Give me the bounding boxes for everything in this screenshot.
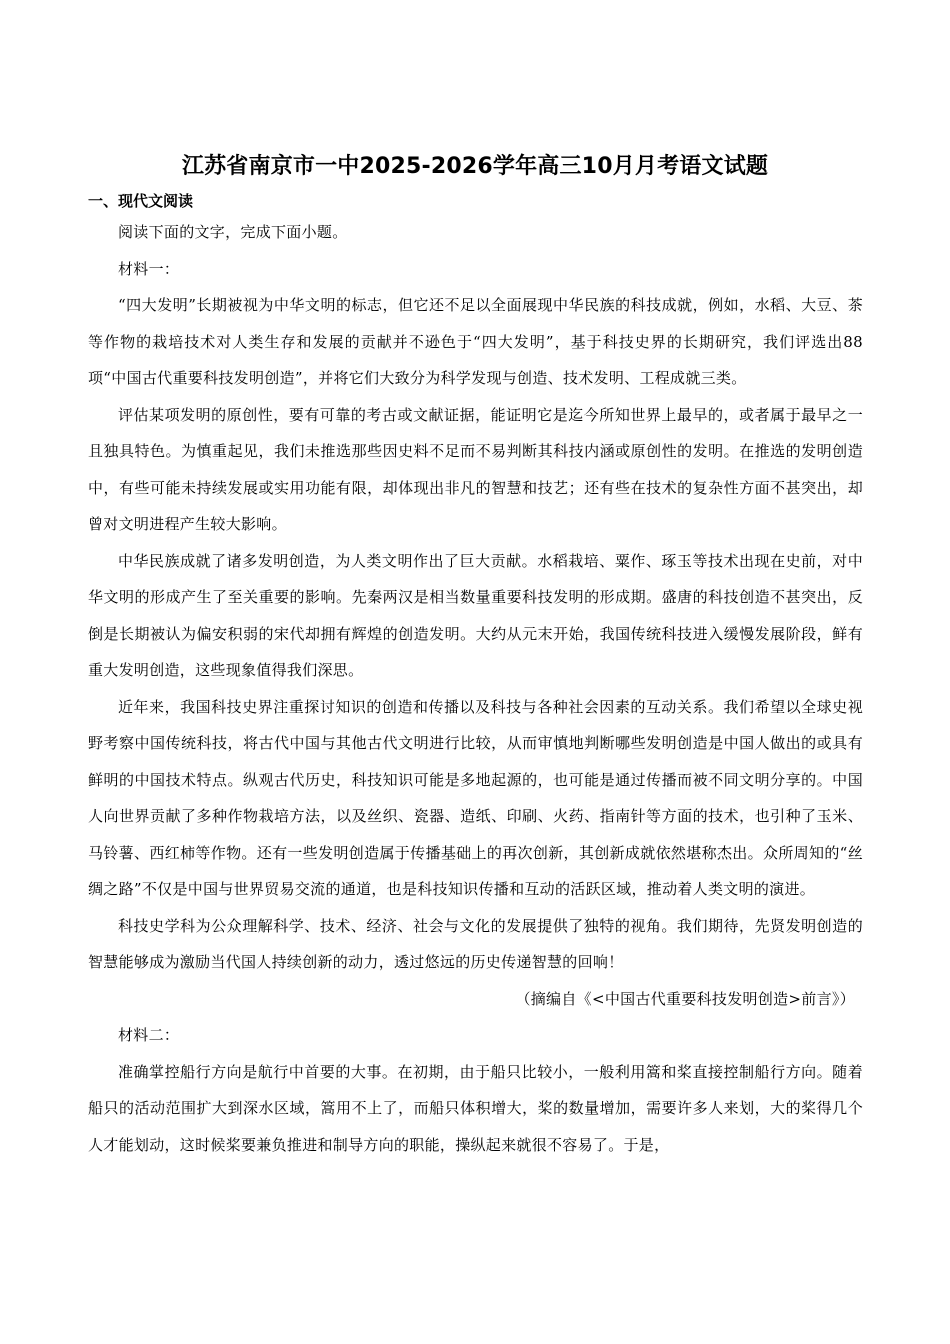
material-1-paragraph: 科技史学科为公众理解科学、技术、经济、社会与文化的发展提供了独特的视角。我们期待，先贤发明创造的智慧能够成为激励当代国人持续创新的动力，透过悠远的历史传递智慧的回响！: [88, 916, 863, 971]
material-1-paragraph: 近年来，我国科技史界注重探讨知识的创造和传播以及科技与各种社会因素的互动关系。我们希望以全球史视野考察中国传统科技，将古代中国与其他古代文明进行比较，从而审慎地判断哪些发明创造是中国人做出的或具有鲜明的中国技术特点。纵观古代历史，科技知识可能是多地起源的，也可能是通过传播而被不同文明分享的。中国人向世界贡献了多种作物栽培方法，以及丝织、瓷器、造纸、印刷、火药、指南针等方面的技术，也引种了玉米、马铃薯、西红柿等作物。还有一些发明创造属于传播基础上的再次创新，其创新成就依然堪称杰出。众所周知的“丝绸之路”不仅是中国与世界贸易交流的通道，也是科技知识传播和互动的活跃区域，推动着人类文明的演进。: [88, 697, 863, 898]
page-title: 江苏省南京市一中2025-2026学年高三10月月考语文试题: [181, 154, 769, 179]
reading-content: [88, 214, 863, 1163]
material-2-paragraph: 准确掌控船行方向是航行中首要的大事。在初期，由于船只比较小，一般利用篙和桨直接控制船行方向。随着船只的活动范围扩大到深水区域，篙用不上了，而船只体积增大，桨的数量增加，需要许多人来划，大的桨得几个人才能划动，这时候桨要兼负推进和制导方向的职能，操纵起来就很不容易了。于是，: [88, 1062, 863, 1154]
material-1-paragraph: “四大发明”长期被视为中华文明的标志，但它还不足以全面展现中华民族的科技成就，例如，水稻、大豆、茶等作物的栽培技术对人类生存和发展的贡献并不逊色于“四大发明”，基于科技史界的长期研究，我们评选出88项“中国古代重要科技发明创造”，并将它们大致分为科学发现与创造、技术发明、工程成就三类。: [88, 296, 863, 387]
material-1-label: 材料一：: [118, 259, 180, 278]
instruction-text: 阅读下面的文字，完成下面小题。: [118, 223, 348, 241]
material-1-paragraph: 评估某项发明的原创性，要有可靠的考古或文献证据，能证明它是迄今所知世界上最早的，或者属于最早之一且独具特色。为慎重起见，我们未推选那些因史料不足而不易判断其科技内涵或原创性的发明。在推选的发明创造中，有些可能未持续发展或实用功能有限，却体现出非凡的智慧和技艺；还有些在技术的复杂性方面不甚突出，却曾对文明进程产生较大影响。: [88, 405, 863, 533]
material-1-source: （摘编自《<中国古代重要科技发明创造>前言》）: [515, 989, 855, 1008]
section-heading: 一、现代文阅读: [88, 192, 194, 210]
material-2-label: 材料二：: [118, 1026, 180, 1044]
material-1-paragraph: 中华民族成就了诸多发明创造，为人类文明作出了巨大贡献。水稻栽培、粟作、琢玉等技术出现在史前，对中华文明的形成产生了至关重要的影响。先秦两汉是相当数量重要科技发明的形成期。盛唐的科技创造不甚突出，反倒是长期被认为偏安积弱的宋代却拥有辉煌的创造发明。大约从元末开始，我国传统科技进入缓慢发展阶段，鲜有重大发明创造，这些现象值得我们深思。: [88, 551, 863, 679]
